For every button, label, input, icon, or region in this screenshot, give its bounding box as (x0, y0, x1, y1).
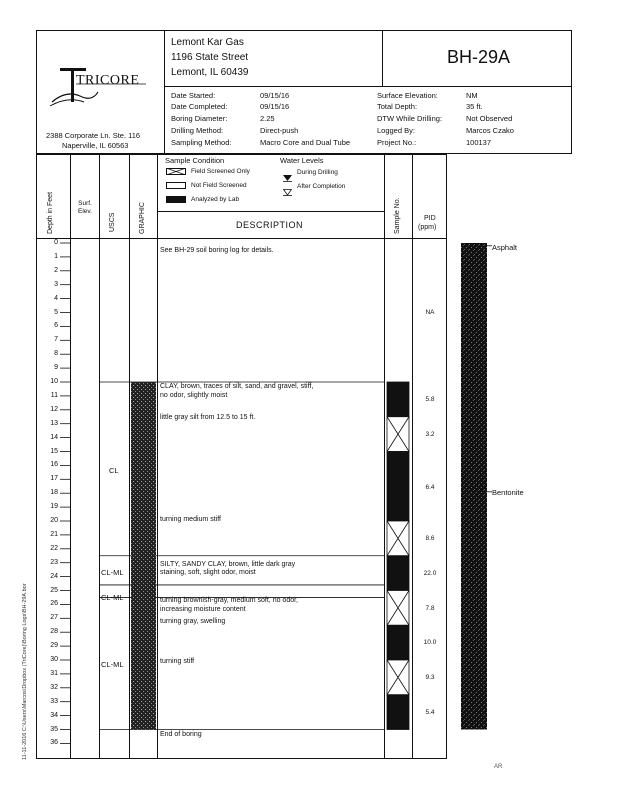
info-sampling-method-value: Macro Core and Dual Tube (260, 138, 351, 147)
info-project-no-label: Project No.: (377, 138, 417, 147)
depth-label: 34 (50, 711, 58, 719)
info-sampling-method-label: Sampling Method: (171, 138, 232, 147)
col-header-graphic: GRAPHIC (139, 202, 146, 234)
description-line: turning brownish-gray, medium soft, no odor, (160, 597, 298, 605)
depth-label: 36 (50, 739, 58, 747)
col-header-surf-elev: Surf. Elev. (78, 200, 92, 215)
depth-label: 10 (50, 378, 58, 385)
info-total-depth-label: Total Depth: (377, 102, 418, 111)
col-divider-desc (384, 154, 385, 759)
depth-label: 1 (54, 252, 58, 260)
header-divider-logo (164, 30, 165, 154)
description-line: staining, soft, slight odor, moist (160, 569, 256, 577)
depth-label: 0 (54, 239, 58, 246)
project-client: Lemont Kar Gas (171, 37, 244, 48)
depth-label: 12 (50, 405, 58, 413)
depth-label: 25 (50, 586, 58, 594)
uscs-label: CL (109, 465, 119, 475)
depth-label: 32 (50, 683, 58, 691)
legend-lab-swatch (166, 196, 186, 203)
uscs-label: CL-ML (101, 568, 124, 578)
project-city: Lemont, IL 60439 (171, 67, 249, 78)
legend-sample-title: Sample Condition (165, 156, 225, 165)
info-date-completed-value: 09/15/16 (260, 102, 290, 111)
info-surface-elevation-value: NM (466, 91, 478, 100)
logo-text: TRICORE (76, 73, 140, 88)
info-date-started-label: Date Started: (171, 91, 216, 100)
description-line: See BH-29 soil boring log for details. (160, 246, 274, 254)
col-header-description: DESCRIPTION (236, 220, 304, 230)
water-after-icon (283, 183, 292, 201)
pid-value: 10.0 (423, 639, 437, 647)
description-line: no odor, slightly moist (160, 391, 228, 399)
well-bentonite-label: Bentonite (492, 488, 524, 497)
depth-label: 33 (50, 697, 58, 705)
well-asphalt-label: Asphalt (492, 243, 518, 252)
boring-id: BH-29A (447, 47, 511, 67)
depth-label: 31 (50, 669, 58, 677)
depth-label: 35 (50, 725, 58, 733)
depth-label: 8 (54, 350, 58, 358)
log-frame (36, 154, 447, 759)
description-line: turning gray, swelling (160, 617, 226, 625)
info-boring-diameter-value: 2.25 (260, 114, 275, 123)
description-line: increasing moisture content (160, 605, 246, 613)
footer-mark: AR (494, 764, 503, 770)
company-address-line1: 2388 Corporate Ln. Ste. 116 (46, 131, 141, 140)
info-drilling-method-label: Drilling Method: (171, 126, 224, 135)
description-line: CLAY, brown, traces of silt, sand, and gravel, stiff, (160, 383, 314, 390)
side-file-path: 11-11-2016 C:\Users\Marcos\Dropbox (TriCore)\Boring Logs\BH-29A.bor (22, 583, 28, 760)
legend-lab-label: Analyzed by Lab (191, 196, 240, 203)
col-header-pid: PID (424, 215, 436, 222)
legend-field-screened-label: Field Screened Only (191, 168, 250, 175)
depth-label: 4 (54, 294, 58, 302)
legend-not-screened-swatch (166, 182, 186, 189)
log-header-bottom (36, 238, 447, 239)
depth-label: 21 (50, 530, 58, 538)
legend-bottom (157, 211, 384, 212)
depth-label: 9 (54, 364, 58, 372)
pid-value: NA (425, 308, 435, 316)
depth-label: 17 (50, 475, 58, 483)
pid-value: 6.4 (425, 483, 435, 491)
pid-value: 5.4 (425, 708, 435, 716)
well-bentonite-fill (461, 243, 487, 730)
header-divider-boring (382, 30, 383, 86)
pid-value: 22.0 (423, 569, 437, 577)
info-dtw-label: DTW While Drilling: (377, 114, 443, 123)
uscs-label: CL-ML (101, 593, 124, 603)
uscs-label: CL-ML (101, 660, 124, 670)
legend-not-screened-label: Not Field Screened (191, 182, 247, 189)
pid-value: 8.6 (425, 535, 435, 543)
depth-label: 22 (50, 544, 58, 552)
depth-label: 29 (50, 642, 58, 650)
col-divider-elev (99, 154, 100, 759)
info-surface-elevation-label: Surface Elevation: (377, 91, 438, 100)
info-logged-by-label: Logged By: (377, 126, 415, 135)
pid-value: 7.8 (425, 604, 435, 612)
col-header-pid-unit: (ppm) (418, 224, 437, 231)
col-divider-depth (70, 154, 71, 759)
description-line: turning medium stiff (160, 516, 221, 524)
pid-value: 9.3 (425, 674, 435, 682)
depth-label: 15 (50, 447, 58, 455)
info-drilling-method-value: Direct-push (260, 126, 299, 135)
info-date-completed-label: Date Completed: (171, 102, 228, 111)
depth-label: 24 (50, 572, 58, 580)
depth-label: 11 (50, 391, 58, 399)
description-line: little gray silt from 12.5 to 15 ft. (160, 413, 256, 421)
company-logo (46, 62, 156, 112)
info-date-started-value: 09/15/16 (260, 91, 290, 100)
pid-value: 3.2 (425, 430, 435, 438)
depth-label: 14 (50, 433, 58, 441)
depth-label: 23 (50, 558, 58, 566)
depth-label: 16 (50, 461, 58, 469)
depth-label: 18 (50, 489, 58, 497)
info-logged-by-value: Marcos Czako (466, 126, 514, 135)
col-header-sample-no: Sample No. (394, 197, 401, 234)
description-line: End of boring (160, 730, 202, 738)
depth-label: 28 (50, 628, 58, 636)
col-divider-sample (412, 154, 413, 759)
col-header-uscs: USCS (109, 212, 116, 232)
pid-value: 5.8 (425, 396, 435, 404)
info-project-no-value: 100137 (466, 138, 492, 147)
depth-label: 6 (54, 322, 58, 330)
company-address-line2: Naperville, IL 60563 (62, 141, 129, 150)
depth-label: 30 (50, 656, 58, 663)
depth-label: 19 (50, 503, 58, 511)
description-line: SILTY, SANDY CLAY, brown, little dark gray (160, 560, 296, 568)
legend-field-screened-swatch (166, 168, 186, 175)
info-dtw-value: Not Observed (466, 114, 513, 123)
col-divider-graphic (157, 154, 158, 759)
col-header-depth: Depth in Feet (47, 191, 54, 234)
depth-label: 20 (50, 517, 58, 524)
depth-label: 26 (50, 600, 58, 608)
project-street: 1196 State Street (171, 52, 249, 63)
depth-label: 7 (54, 336, 58, 344)
depth-label: 5 (54, 308, 58, 316)
col-divider-uscs (129, 154, 130, 759)
description-line: turning stiff (160, 658, 195, 666)
header-divider-project (164, 86, 572, 87)
info-total-depth-value: 35 ft. (466, 102, 483, 111)
legend-x-icon (166, 168, 186, 175)
legend-water-during-label: During Drilling (297, 169, 338, 176)
depth-label: 2 (54, 266, 58, 274)
depth-label: 13 (50, 419, 58, 427)
depth-label: 27 (50, 614, 58, 622)
legend-water-after-label: After Completion (297, 183, 346, 190)
depth-label: 3 (54, 280, 58, 288)
legend-water-title: Water Levels (280, 156, 324, 165)
info-boring-diameter-label: Boring Diameter: (171, 114, 228, 123)
